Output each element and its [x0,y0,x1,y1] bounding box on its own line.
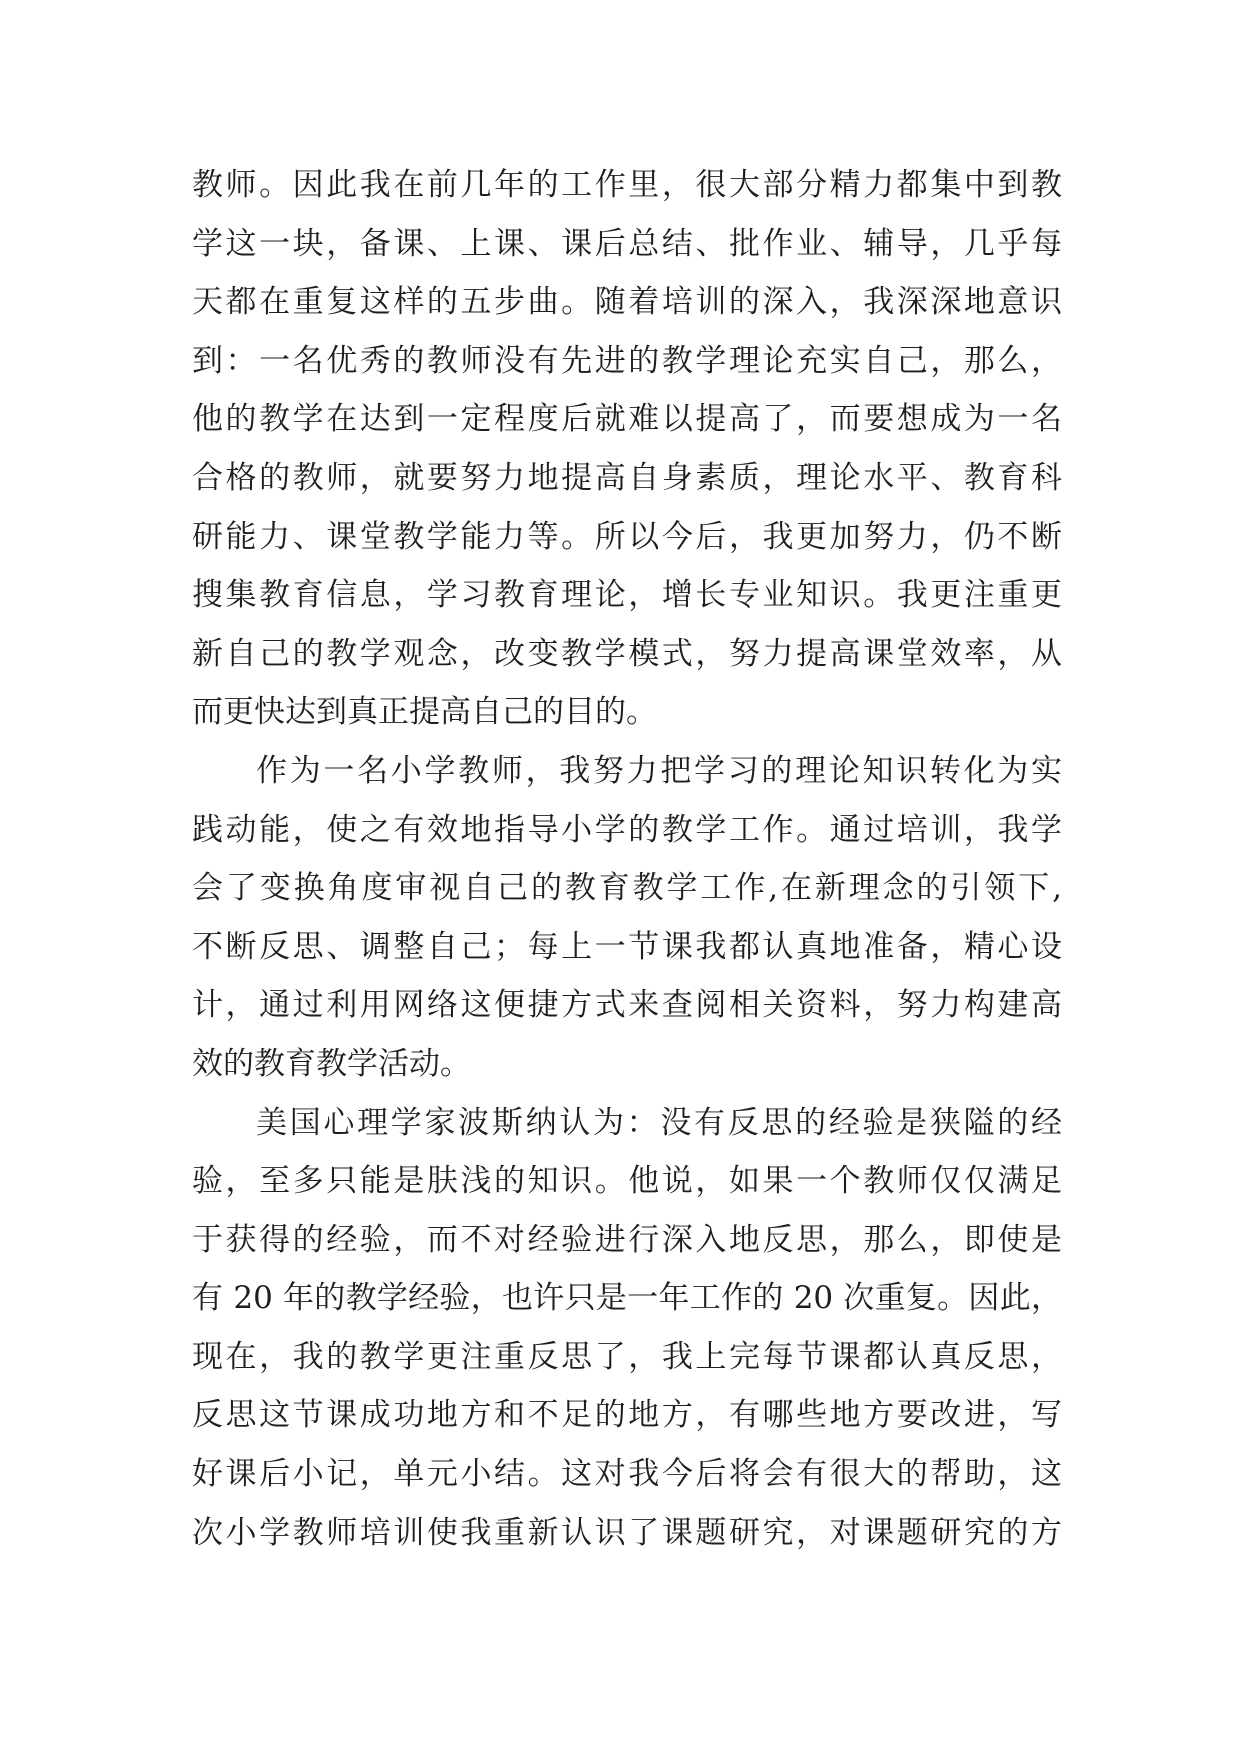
text-line: 于获得的经验，而不对经验进行深入地反思，那么，即使是 [192,1221,1062,1258]
body-text [192,156,1062,1562]
text-line: 现在，我的教学更注重反思了，我上完每节课都认真反思， [192,1338,1062,1375]
text-line: 反思这节课成功地方和不足的地方，有哪些地方要改进，写 [192,1397,1062,1434]
text-line: 而更快达到真正提高自己的目的。 [192,694,657,731]
text-line: 美国心理学家波斯纳认为：没有反思的经验是狭隘的经 [256,1104,1062,1141]
text-line: 搜集教育信息，学习教育理论，增长专业知识。我更注重更 [192,577,1062,614]
text-line: 学这一块，备课、上课、课后总结、批作业、辅导，几乎每 [192,225,1062,262]
paragraph [192,156,1062,742]
text-line: 他的教学在达到一定程度后就难以提高了，而要想成为一名 [192,401,1062,438]
text-line: 新自己的教学观念，改变教学模式，努力提高课堂效率，从 [192,635,1062,672]
text-line: 天都在重复这样的五步曲。随着培训的深入，我深深地意识 [192,284,1062,321]
text-line: 验，至多只能是肤浅的知识。他说，如果一个教师仅仅满足 [192,1163,1062,1200]
text-line: 践动能，使之有效地指导小学的教学工作。通过培训，我学 [192,811,1062,848]
text-line: 到：一名优秀的教师没有先进的教学理论充实自己，那么， [192,342,1062,379]
paragraph [192,742,1062,1094]
text-line: 计，通过利用网络这便捷方式来查阅相关资料，努力构建高 [192,987,1062,1024]
text-line: 效的教育教学活动。 [192,1045,471,1082]
text-line: 次小学教师培训使我重新认识了课题研究，对课题研究的方 [192,1514,1062,1551]
text-line: 研能力、课堂教学能力等。所以今后，我更加努力，仍不断 [192,518,1062,555]
text-line: 会了变换角度审视自己的教育教学工作,在新理念的引领下, [192,870,1062,907]
text-line: 有 20 年的教学经验，也许只是一年工作的 20 次重复。因此， [192,1280,1062,1317]
text-line: 好课后小记，单元小结。这对我今后将会有很大的帮助，这 [192,1456,1062,1493]
text-line: 作为一名小学教师，我努力把学习的理论知识转化为实 [256,752,1062,789]
text-line: 不断反思、调整自己；每上一节课我都认真地准备，精心设 [192,928,1062,965]
text-line: 教师。因此我在前几年的工作里，很大部分精力都集中到教 [192,167,1062,203]
text-line: 合格的教师，就要努力地提高自身素质，理论水平、教育科 [192,459,1062,496]
paragraph [192,1094,1062,1563]
